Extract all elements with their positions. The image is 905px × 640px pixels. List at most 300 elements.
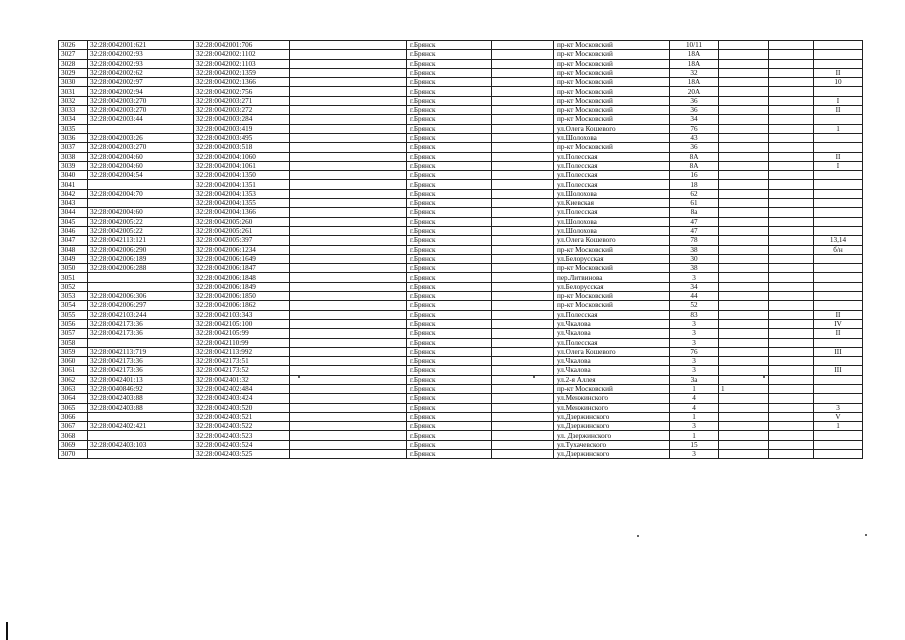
cell-house-number: 18А [670, 59, 719, 68]
cell-row-number: 3044 [59, 208, 88, 217]
cell-col-extra-a [719, 68, 769, 77]
cell-cadastral-parcel: 32:28:0040846:92 [88, 384, 194, 393]
cell-col-blank-b [492, 143, 554, 152]
cell-cadastral-parcel: 32:28:0042002:94 [88, 87, 194, 96]
cell-col-blank-a [290, 161, 407, 170]
cell-col-blank-a [290, 59, 407, 68]
cell-street: ул.Шолохова [554, 189, 670, 198]
cell-col-extra-a [719, 254, 769, 263]
cell-cadastral-parcel [88, 180, 194, 189]
cell-street: ул.Полесская [554, 208, 670, 217]
cell-row-number: 3034 [59, 115, 88, 124]
cell-col-extra-b [769, 152, 814, 161]
cell-col-extra-b [769, 319, 814, 328]
cell-house-number: 38 [670, 264, 719, 273]
cell-premises: II [814, 106, 863, 115]
cell-premises: III [814, 347, 863, 356]
table-body [59, 41, 863, 459]
cell-col-blank-a [290, 422, 407, 431]
cell-premises: II [814, 310, 863, 319]
table-row [59, 403, 863, 412]
cell-col-blank-b [492, 347, 554, 356]
cell-col-blank-a [290, 208, 407, 217]
cell-cadastral-parcel [88, 431, 194, 440]
table-row [59, 412, 863, 421]
cell-row-number: 3061 [59, 366, 88, 375]
cell-street: ул. Дзержинского [554, 431, 670, 440]
cell-house-number: 62 [670, 189, 719, 198]
cell-col-blank-b [492, 199, 554, 208]
cell-premises [814, 180, 863, 189]
cell-premises [814, 59, 863, 68]
cell-city: г.Брянск [407, 41, 492, 50]
cell-col-extra-a [719, 375, 769, 384]
cell-col-blank-a [290, 282, 407, 291]
cell-street: пр-кт Московский [554, 78, 670, 87]
cell-col-blank-b [492, 440, 554, 449]
cell-col-extra-b [769, 59, 814, 68]
cell-col-extra-a [719, 143, 769, 152]
cell-col-blank-b [492, 422, 554, 431]
cell-city: г.Брянск [407, 115, 492, 124]
cell-col-blank-b [492, 87, 554, 96]
table-row [59, 282, 863, 291]
cell-cadastral-object: 32:28:0042003:272 [194, 106, 290, 115]
cell-row-number: 3060 [59, 357, 88, 366]
cell-col-blank-b [492, 226, 554, 235]
cell-street: пр-кт Московский [554, 50, 670, 59]
cell-col-blank-a [290, 254, 407, 263]
cell-col-extra-a [719, 357, 769, 366]
cell-col-blank-a [290, 375, 407, 384]
cell-house-number: 76 [670, 347, 719, 356]
cell-col-extra-b [769, 50, 814, 59]
cell-col-extra-a [719, 161, 769, 170]
cell-premises [814, 357, 863, 366]
cell-house-number: 61 [670, 199, 719, 208]
cell-col-extra-b [769, 375, 814, 384]
cell-cadastral-object: 32:28:0042105:99 [194, 329, 290, 338]
cell-city: г.Брянск [407, 59, 492, 68]
cell-city: г.Брянск [407, 133, 492, 142]
cell-cadastral-parcel: 32:28:0042002:62 [88, 68, 194, 77]
cell-col-extra-b [769, 347, 814, 356]
cell-col-blank-a [290, 384, 407, 393]
cell-cadastral-parcel [88, 450, 194, 459]
cell-street: пр-кт Московский [554, 384, 670, 393]
cell-col-extra-b [769, 236, 814, 245]
cell-col-blank-b [492, 115, 554, 124]
cell-cadastral-object: 32:28:0042002:1359 [194, 68, 290, 77]
cell-premises: 10 [814, 78, 863, 87]
property-register-table [58, 40, 863, 459]
cell-city: г.Брянск [407, 282, 492, 291]
cell-col-blank-b [492, 59, 554, 68]
cell-row-number: 3032 [59, 96, 88, 105]
cell-row-number: 3035 [59, 124, 88, 133]
cell-col-blank-b [492, 329, 554, 338]
cell-col-extra-a [719, 264, 769, 273]
cell-col-extra-a [719, 96, 769, 105]
cell-cadastral-object: 32:28:0042005:261 [194, 226, 290, 235]
cell-col-blank-a [290, 189, 407, 198]
cell-cadastral-object: 32:28:0042001:706 [194, 41, 290, 50]
cell-col-blank-b [492, 264, 554, 273]
cell-col-extra-b [769, 403, 814, 412]
cell-col-extra-b [769, 226, 814, 235]
cell-row-number: 3055 [59, 310, 88, 319]
cell-col-extra-b [769, 68, 814, 77]
table-row [59, 319, 863, 328]
cell-city: г.Брянск [407, 180, 492, 189]
cell-col-extra-a [719, 87, 769, 96]
cell-house-number: 76 [670, 124, 719, 133]
cell-premises: 13,14 [814, 236, 863, 245]
cell-street: ул.Шолохова [554, 133, 670, 142]
cell-row-number: 3068 [59, 431, 88, 440]
cell-col-extra-b [769, 106, 814, 115]
cell-street: ул.Чкалова [554, 366, 670, 375]
cell-city: г.Брянск [407, 357, 492, 366]
cell-house-number: 10/11 [670, 41, 719, 50]
cell-col-extra-a [719, 347, 769, 356]
cell-street: ул.Полесская [554, 310, 670, 319]
table-row [59, 96, 863, 105]
cell-cadastral-parcel: 32:28:0042403:88 [88, 403, 194, 412]
cell-col-extra-b [769, 394, 814, 403]
cell-street: ул.Полесская [554, 180, 670, 189]
cell-city: г.Брянск [407, 403, 492, 412]
cell-col-extra-b [769, 301, 814, 310]
cell-premises [814, 50, 863, 59]
cell-row-number: 3041 [59, 180, 88, 189]
cell-city: г.Брянск [407, 292, 492, 301]
cell-premises: III [814, 366, 863, 375]
cell-col-blank-a [290, 152, 407, 161]
cell-street: пр-кт Московский [554, 87, 670, 96]
cell-city: г.Брянск [407, 208, 492, 217]
cell-street: ул.Чкалова [554, 319, 670, 328]
cell-col-blank-b [492, 366, 554, 375]
table-row [59, 245, 863, 254]
cell-row-number: 3039 [59, 161, 88, 170]
cell-row-number: 3026 [59, 41, 88, 50]
table-row [59, 133, 863, 142]
cell-cadastral-parcel: 32:28:0042003:270 [88, 143, 194, 152]
cell-col-extra-b [769, 87, 814, 96]
table-row [59, 366, 863, 375]
cell-cadastral-object: 32:28:0042004:1353 [194, 189, 290, 198]
cell-city: г.Брянск [407, 161, 492, 170]
cell-col-extra-a [719, 301, 769, 310]
cell-house-number: 36 [670, 143, 719, 152]
table-row [59, 384, 863, 393]
cell-col-extra-a [719, 403, 769, 412]
cell-street: пр-кт Московский [554, 245, 670, 254]
cell-cadastral-parcel [88, 273, 194, 282]
cell-row-number: 3036 [59, 133, 88, 142]
cell-col-extra-b [769, 180, 814, 189]
table-row [59, 292, 863, 301]
cell-premises [814, 384, 863, 393]
cell-premises [814, 273, 863, 282]
cell-row-number: 3067 [59, 422, 88, 431]
cell-row-number: 3029 [59, 68, 88, 77]
cell-cadastral-parcel: 32:28:0042003:26 [88, 133, 194, 142]
cell-row-number: 3043 [59, 199, 88, 208]
cell-col-extra-b [769, 217, 814, 226]
cell-col-blank-a [290, 338, 407, 347]
cell-col-extra-a [719, 226, 769, 235]
cell-col-blank-b [492, 450, 554, 459]
cell-cadastral-object: 32:28:0042403:424 [194, 394, 290, 403]
cell-col-extra-a [719, 431, 769, 440]
cell-cadastral-parcel: 32:28:0042005:22 [88, 226, 194, 235]
cell-house-number: 18А [670, 78, 719, 87]
cell-cadastral-parcel: 32:28:0042004:60 [88, 208, 194, 217]
cell-col-extra-a [719, 59, 769, 68]
cell-city: г.Брянск [407, 310, 492, 319]
cell-street: ул.Тухачевского [554, 440, 670, 449]
cell-cadastral-object: 32:28:0042103:343 [194, 310, 290, 319]
table-row [59, 310, 863, 319]
cell-col-blank-a [290, 366, 407, 375]
cell-premises: II [814, 68, 863, 77]
table-row [59, 338, 863, 347]
cell-cadastral-parcel: 32:28:0042003:270 [88, 106, 194, 115]
cell-col-blank-a [290, 310, 407, 319]
cell-cadastral-parcel: 32:28:0042173:36 [88, 329, 194, 338]
cell-city: г.Брянск [407, 450, 492, 459]
cell-street: пр-кт Московский [554, 68, 670, 77]
table-row [59, 143, 863, 152]
cell-cadastral-object: 32:28:0042004:1350 [194, 171, 290, 180]
cell-cadastral-parcel [88, 282, 194, 291]
cell-row-number: 3027 [59, 50, 88, 59]
cell-house-number: 34 [670, 115, 719, 124]
cell-row-number: 3047 [59, 236, 88, 245]
cell-cadastral-object: 32:28:0042002:1103 [194, 59, 290, 68]
cell-cadastral-parcel: 32:28:0042003:44 [88, 115, 194, 124]
cell-row-number: 3063 [59, 384, 88, 393]
cell-cadastral-parcel: 32:28:0042006:306 [88, 292, 194, 301]
cell-city: г.Брянск [407, 440, 492, 449]
cell-premises [814, 226, 863, 235]
cell-col-extra-b [769, 450, 814, 459]
cell-city: г.Брянск [407, 50, 492, 59]
cell-cadastral-object: 32:28:0042006:1234 [194, 245, 290, 254]
cell-row-number: 3030 [59, 78, 88, 87]
cell-row-number: 3066 [59, 412, 88, 421]
cell-city: г.Брянск [407, 152, 492, 161]
cell-col-extra-a: 1 [719, 384, 769, 393]
cell-col-blank-a [290, 68, 407, 77]
cell-premises [814, 208, 863, 217]
cell-house-number: 4 [670, 403, 719, 412]
cell-city: г.Брянск [407, 384, 492, 393]
cell-col-blank-a [290, 180, 407, 189]
cell-col-blank-a [290, 329, 407, 338]
cell-city: г.Брянск [407, 199, 492, 208]
cell-row-number: 3062 [59, 375, 88, 384]
cell-col-blank-b [492, 208, 554, 217]
table-row [59, 180, 863, 189]
cell-house-number: 34 [670, 282, 719, 291]
cell-premises: 3 [814, 403, 863, 412]
cell-house-number: 44 [670, 292, 719, 301]
cell-col-extra-a [719, 366, 769, 375]
cell-street: ул.Полесская [554, 171, 670, 180]
cell-col-blank-a [290, 273, 407, 282]
table-row [59, 301, 863, 310]
cell-house-number: 52 [670, 301, 719, 310]
cell-premises [814, 338, 863, 347]
cell-cadastral-parcel: 32:28:0042003:270 [88, 96, 194, 105]
cell-col-blank-b [492, 375, 554, 384]
cell-row-number: 3038 [59, 152, 88, 161]
cell-cadastral-object: 32:28:0042006:1848 [194, 273, 290, 282]
cell-col-extra-a [719, 78, 769, 87]
cell-premises: 1 [814, 124, 863, 133]
cell-cadastral-object: 32:28:0042003:271 [194, 96, 290, 105]
cell-cadastral-parcel: 32:28:0042006:290 [88, 245, 194, 254]
scan-speck [865, 534, 867, 536]
cell-col-extra-b [769, 161, 814, 170]
cell-col-blank-a [290, 292, 407, 301]
table-row [59, 41, 863, 50]
cell-col-blank-a [290, 41, 407, 50]
cell-premises [814, 217, 863, 226]
cell-cadastral-object: 32:28:0042403:523 [194, 431, 290, 440]
cell-col-extra-b [769, 282, 814, 291]
cell-col-extra-a [719, 245, 769, 254]
cell-city: г.Брянск [407, 273, 492, 282]
cell-house-number: 36 [670, 96, 719, 105]
cell-cadastral-object: 32:28:0042110:99 [194, 338, 290, 347]
cell-city: г.Брянск [407, 236, 492, 245]
cell-street: ул.Менжинского [554, 403, 670, 412]
cell-house-number: 32 [670, 68, 719, 77]
table-row [59, 171, 863, 180]
cell-col-extra-b [769, 199, 814, 208]
cell-col-extra-b [769, 329, 814, 338]
cell-col-extra-a [719, 41, 769, 50]
cell-street: ул.Белорусская [554, 282, 670, 291]
cell-house-number: 43 [670, 133, 719, 142]
cell-col-extra-a [719, 217, 769, 226]
cell-row-number: 3070 [59, 450, 88, 459]
cell-col-blank-a [290, 450, 407, 459]
cell-row-number: 3033 [59, 106, 88, 115]
cell-house-number: 16 [670, 171, 719, 180]
cell-house-number: 18А [670, 50, 719, 59]
cell-cadastral-parcel: 32:28:0042005:22 [88, 217, 194, 226]
cell-col-extra-b [769, 431, 814, 440]
cell-row-number: 3037 [59, 143, 88, 152]
cell-col-blank-a [290, 143, 407, 152]
cell-cadastral-parcel: 32:28:0042004:54 [88, 171, 194, 180]
cell-street: пр-кт Московский [554, 264, 670, 273]
cell-cadastral-object: 32:28:0042003:419 [194, 124, 290, 133]
cell-col-blank-a [290, 96, 407, 105]
table-row [59, 106, 863, 115]
cell-house-number: 3 [670, 357, 719, 366]
cell-street: ул.Белорусская [554, 254, 670, 263]
cell-cadastral-parcel: 32:28:0042403:103 [88, 440, 194, 449]
cell-col-extra-b [769, 264, 814, 273]
table-row [59, 68, 863, 77]
cell-premises [814, 264, 863, 273]
cell-col-blank-a [290, 87, 407, 96]
cell-col-extra-a [719, 338, 769, 347]
cell-col-blank-b [492, 431, 554, 440]
table-row [59, 78, 863, 87]
cell-premises [814, 199, 863, 208]
cell-house-number: 8А [670, 161, 719, 170]
cell-house-number: 83 [670, 310, 719, 319]
cell-row-number: 3028 [59, 59, 88, 68]
cell-house-number: 3 [670, 450, 719, 459]
cell-col-extra-b [769, 208, 814, 217]
cell-street: пр-кт Московский [554, 143, 670, 152]
cell-col-blank-b [492, 50, 554, 59]
cell-row-number: 3058 [59, 338, 88, 347]
cell-street: пр-кт Московский [554, 59, 670, 68]
cell-house-number: 78 [670, 236, 719, 245]
cell-street: ул.Киевская [554, 199, 670, 208]
table-row [59, 440, 863, 449]
cell-cadastral-object: 32:28:0042006:1847 [194, 264, 290, 273]
cell-house-number: 36 [670, 106, 719, 115]
cell-cadastral-object: 32:28:0042403:521 [194, 412, 290, 421]
table-row [59, 226, 863, 235]
cell-house-number: 30 [670, 254, 719, 263]
cell-cadastral-parcel: 32:28:0042006:189 [88, 254, 194, 263]
cell-cadastral-object: 32:28:0042003:518 [194, 143, 290, 152]
cell-cadastral-object: 32:28:0042402:484 [194, 384, 290, 393]
cell-col-extra-a [719, 152, 769, 161]
cell-house-number: 3 [670, 422, 719, 431]
cell-col-extra-a [719, 171, 769, 180]
cell-col-blank-a [290, 412, 407, 421]
cell-cadastral-object: 32:28:0042004:1355 [194, 199, 290, 208]
cell-street: ул.Полесская [554, 152, 670, 161]
cell-col-extra-b [769, 338, 814, 347]
table-row [59, 422, 863, 431]
cell-cadastral-parcel [88, 199, 194, 208]
cell-premises [814, 450, 863, 459]
cell-col-extra-b [769, 171, 814, 180]
cell-col-extra-a [719, 124, 769, 133]
cell-cadastral-parcel: 32:28:0042113:719 [88, 347, 194, 356]
table-row [59, 375, 863, 384]
cell-house-number: 47 [670, 217, 719, 226]
cell-street: пр-кт Московский [554, 115, 670, 124]
cell-street: ул.Полесская [554, 338, 670, 347]
cell-col-blank-a [290, 236, 407, 245]
cell-row-number: 3056 [59, 319, 88, 328]
cell-row-number: 3046 [59, 226, 88, 235]
cell-street: ул.Чкалова [554, 357, 670, 366]
cell-city: г.Брянск [407, 375, 492, 384]
cell-city: г.Брянск [407, 338, 492, 347]
cell-row-number: 3048 [59, 245, 88, 254]
cell-city: г.Брянск [407, 412, 492, 421]
cell-street: пр-кт Московский [554, 96, 670, 105]
cell-cadastral-object: 32:28:0042105:100 [194, 319, 290, 328]
cell-col-extra-b [769, 96, 814, 105]
cell-col-extra-a [719, 133, 769, 142]
